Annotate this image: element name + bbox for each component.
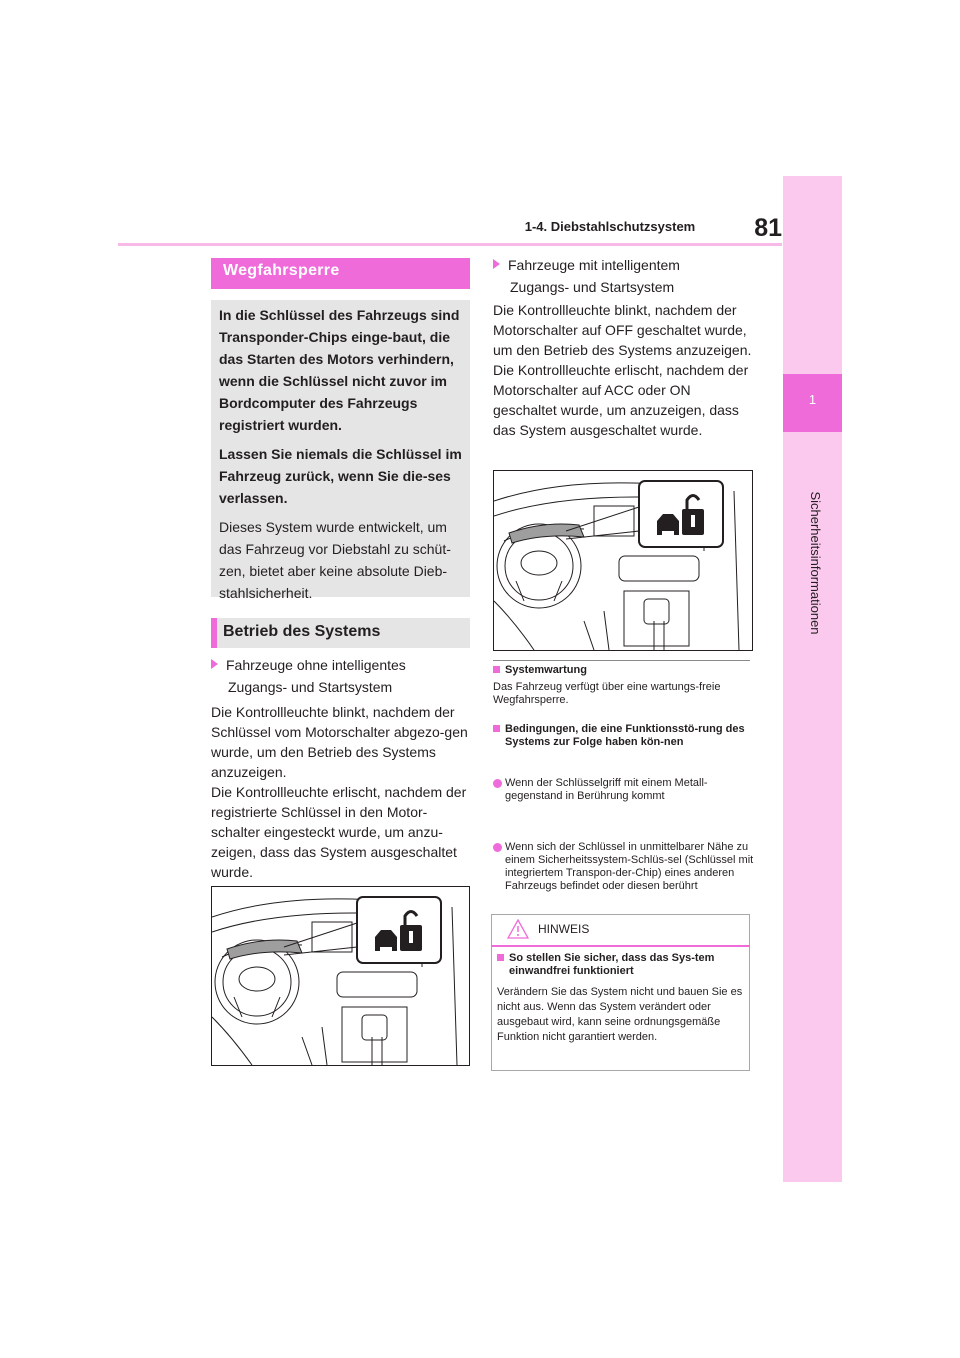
bullet-heading-line2: Zugangs- und Startsystem bbox=[228, 679, 393, 695]
intro-text bbox=[219, 304, 467, 611]
body-paragraph: Die Kontrollleuchte blinkt, nachdem der Motorschalter auf OFF geschaltet wurde, um den Betrieb des Systems anzuzeigen. bbox=[493, 302, 752, 358]
subsection-title-betrieb: Betrieb des Systems bbox=[223, 623, 381, 640]
subheading-text: Systemwartung bbox=[505, 664, 587, 676]
intro-bold-paragraph-2: Lassen Sie niemals die Schlüssel im Fahrzeug zurück, wenn Sie die-ses verlassen. bbox=[219, 446, 462, 506]
body-text-left bbox=[211, 702, 470, 882]
bullet-heading-with-smart-key bbox=[493, 254, 753, 298]
subheading-systemwartung bbox=[493, 664, 753, 677]
bullet-heading-without-smart-key bbox=[211, 654, 470, 698]
dashboard-illustration bbox=[211, 886, 470, 1066]
intro-paragraph: Dieses System wurde entwickelt, um das Fahrzeug vor Diebstahl zu schüt-zen, bietet aber keine absolute Dieb-stahlsicherheit. bbox=[219, 519, 451, 601]
square-bullet-icon bbox=[497, 954, 504, 961]
list-item-text: Wenn sich der Schlüssel in unmittelbarer Nähe zu einem Sicherheitssystem-Schlüs-sel (Schlüssel mit integriertem Transpon-der-Chip) eines anderen Fahrzeugs befindet oder diesen berührt bbox=[505, 841, 754, 892]
section-label: 1-4. Diebstahlschutzsystem bbox=[524, 219, 696, 234]
chapter-number: 1 bbox=[808, 392, 817, 407]
warning-triangle-icon bbox=[507, 919, 529, 944]
square-bullet-icon bbox=[493, 725, 500, 732]
note-text: Verändern Sie das System nicht und bauen Sie es nicht aus. Wenn das System verändert oder ausgebaut wird, kann seine ordnungsgemäße Funktion nicht garantiert werden. bbox=[497, 986, 743, 1043]
chapter-title: Sicherheitsinformationen bbox=[808, 491, 823, 635]
subheading-text: Bedingungen, die eine Funktionsstö-rung des Systems zur Folge haben kön-nen bbox=[505, 723, 745, 748]
triangle-bullet-icon bbox=[211, 659, 218, 669]
list-item bbox=[493, 777, 760, 803]
list-item-text: Wenn der Schlüsselgriff mit einem Metall-gegenstand in Berührung kommt bbox=[505, 777, 708, 802]
divider bbox=[493, 660, 750, 661]
bullet-heading-line1: Fahrzeuge ohne intelligentes bbox=[226, 657, 406, 673]
dashboard-drawing bbox=[212, 887, 469, 1065]
intro-bold-paragraph-1: In die Schlüssel des Fahrzeugs sind Transponder-Chips einge-baut, die das Starten des Motors verhindern, wenn die Schlüssel nicht zuvor im Bordcomputer des Fahrzeugs registriert wurden. bbox=[219, 307, 460, 433]
header-rule bbox=[118, 243, 782, 246]
dashboard-illustration bbox=[493, 470, 753, 651]
bullet-dot-icon bbox=[493, 779, 502, 788]
systemwartung-text: Das Fahrzeug verfügt über eine wartungs-freie Wegfahrsperre. bbox=[493, 681, 721, 706]
bullet-dot-icon bbox=[493, 843, 502, 852]
triangle-bullet-icon bbox=[493, 259, 500, 269]
note-title bbox=[497, 952, 742, 978]
body-paragraph: Die Kontrollleuchte blinkt, nachdem der Schlüssel vom Motorschalter abgezo-gen wurde, um den Betrieb des Systems anzuzeigen. bbox=[211, 704, 468, 780]
dashboard-drawing bbox=[494, 471, 752, 650]
body-text-right bbox=[493, 300, 753, 440]
body-paragraph: Die Kontrollleuchte erlischt, nachdem der registrierte Schlüssel in den Motor-schalter eingesteckt wurde, um anzu-zeigen, dass das System ausgeschaltet wurde. bbox=[211, 784, 467, 880]
bullet-heading-line1: Fahrzeuge mit intelligentem bbox=[508, 257, 680, 273]
body-paragraph: Die Kontrollleuchte erlischt, nachdem der Motorschalter auf ACC oder ON geschaltet wurde, um anzuzeigen, dass das System ausgeschaltet wurde. bbox=[493, 362, 749, 438]
note-title-text: So stellen Sie sicher, dass das Sys-tem einwandfrei funktioniert bbox=[509, 952, 715, 977]
square-bullet-icon bbox=[493, 666, 500, 673]
subheading-bedingungen bbox=[493, 723, 753, 749]
note-label: HINWEIS bbox=[538, 922, 590, 936]
bullet-heading-line2: Zugangs- und Startsystem bbox=[510, 279, 675, 295]
note-header-rule bbox=[491, 945, 750, 947]
page-number: 81 bbox=[754, 214, 782, 242]
section-title-wegfahrsperre: Wegfahrsperre bbox=[223, 262, 340, 279]
list-item bbox=[493, 841, 760, 893]
